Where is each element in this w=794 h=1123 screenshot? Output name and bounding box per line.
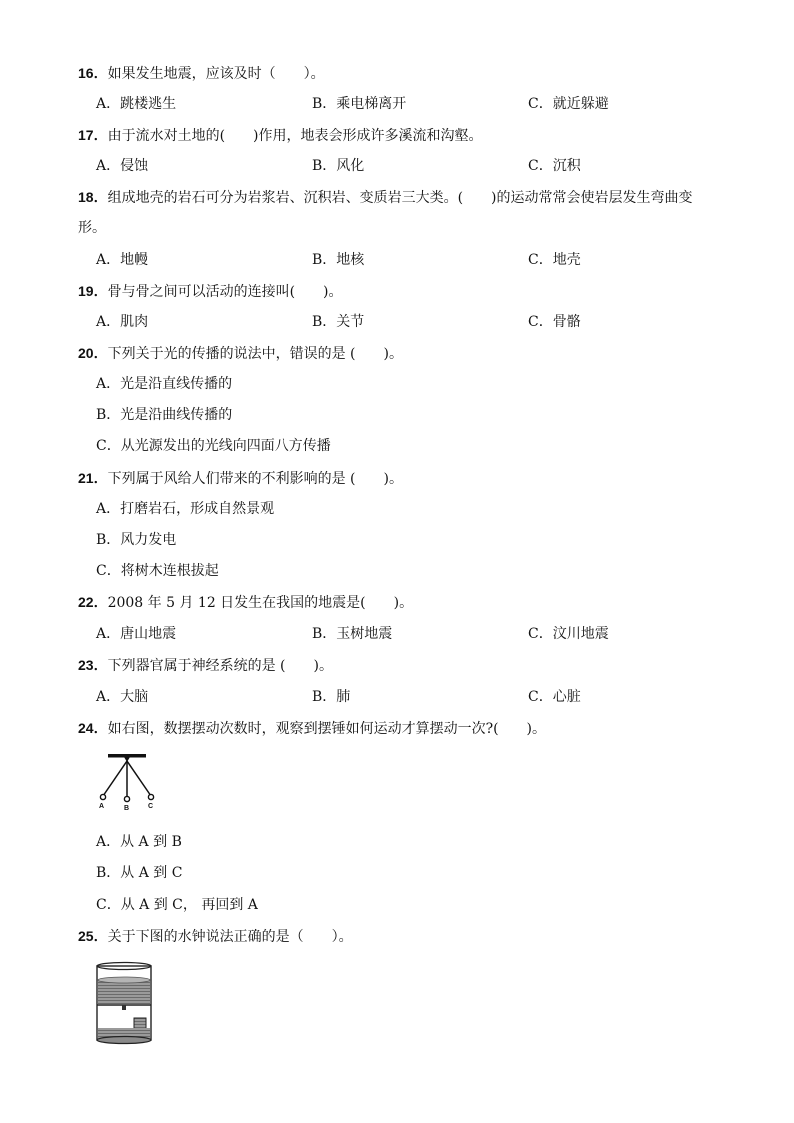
option-c[interactable]: C．从 A 到 C， 再回到 A — [96, 897, 258, 913]
option-c[interactable]: C．将树木连根拔起 — [96, 563, 219, 579]
upper-water — [98, 980, 150, 1004]
question-number: 21． — [78, 470, 108, 486]
question-text: 组成地壳的岩石可分为岩浆岩、沉积岩、变质岩三大类。( )的运动常常会使岩层发生弯曲变 — [107, 190, 693, 206]
option-c[interactable]: C．就近躲避 — [528, 96, 609, 112]
option-a[interactable]: A．大脑 — [96, 689, 149, 705]
option-c[interactable]: C．沉积 — [528, 158, 581, 174]
question-number: 20． — [78, 345, 108, 361]
option-a[interactable]: A．打磨岩石，形成自然景观 — [96, 501, 275, 517]
question-text: 下列属于风给人们带来的不利影响的是 ( )。 — [107, 471, 403, 487]
question-text: 如果发生地震，应该及时（ ）。 — [107, 66, 325, 82]
option-b[interactable]: B．乘电梯离开 — [312, 96, 407, 112]
option-b[interactable]: B．玉树地震 — [312, 626, 393, 642]
cylinder-bottom — [97, 1037, 151, 1044]
option-a[interactable]: A．肌肉 — [96, 314, 149, 330]
question-number: 25． — [78, 928, 108, 944]
pendulum-label-c: C — [148, 803, 154, 810]
question-16 — [78, 64, 325, 83]
question-21 — [78, 469, 403, 488]
drip-nozzle — [122, 1005, 126, 1010]
question-22 — [78, 593, 413, 612]
pendulum-figure — [92, 752, 164, 810]
option-c[interactable]: C．地壳 — [528, 252, 581, 268]
option-b[interactable]: B．地核 — [312, 252, 365, 268]
question-number: 17． — [78, 127, 108, 143]
option-c[interactable]: C．从光源发出的光线向四面八方传播 — [96, 438, 331, 454]
option-b[interactable]: B．从 A 到 C — [96, 865, 183, 881]
question-18 — [78, 188, 693, 207]
question-number: 22． — [78, 594, 108, 610]
option-c[interactable]: C．心脏 — [528, 689, 581, 705]
question-number: 23． — [78, 657, 108, 673]
question-number: 18． — [78, 189, 108, 205]
option-a[interactable]: A．光是沿直线传播的 — [96, 376, 233, 392]
option-a[interactable]: A．唐山地震 — [96, 626, 177, 642]
question-20 — [78, 344, 403, 363]
question-text: 2008 年 5 月 12 日发生在我国的地震是( )。 — [107, 595, 414, 611]
pendulum-string-c — [127, 761, 151, 796]
question-text: 如右图，数摆摆动次数时，观察到摆锤如何运动才算摆动一次?( )。 — [107, 721, 547, 737]
pendulum-bob-c — [148, 794, 153, 799]
pendulum-bob-b — [124, 796, 129, 801]
question-text: 下列器官属于神经系统的是 ( )。 — [107, 658, 333, 674]
question-17 — [78, 126, 483, 145]
question-number: 16． — [78, 65, 108, 81]
question-text: 由于流水对土地的( )作用，地表会形成许多溪流和沟壑。 — [107, 128, 483, 144]
question-24 — [78, 719, 546, 738]
option-a[interactable]: A．地幔 — [96, 252, 149, 268]
question-number: 19． — [78, 283, 108, 299]
question-text: 关于下图的水钟说法正确的是（ ）。 — [107, 929, 353, 945]
option-b[interactable]: B．光是沿曲线传播的 — [96, 407, 233, 423]
option-c[interactable]: C．骨骼 — [528, 314, 581, 330]
upper-water-surface — [98, 977, 150, 983]
option-b[interactable]: B．肺 — [312, 689, 351, 705]
pendulum-bob-a — [100, 794, 105, 799]
option-a[interactable]: A．从 A 到 B — [96, 834, 182, 850]
pendulum-label-a: A — [99, 803, 105, 810]
pendulum-string-a — [103, 761, 127, 796]
option-b[interactable]: B．风力发电 — [96, 532, 177, 548]
option-b[interactable]: B．关节 — [312, 314, 365, 330]
question-18-continuation: 形。 — [78, 220, 106, 236]
water-clock-figure — [94, 960, 158, 1046]
question-number: 24． — [78, 720, 108, 736]
question-text: 下列关于光的传播的说法中，错误的是 ( )。 — [107, 346, 403, 362]
question-23 — [78, 656, 333, 675]
option-c[interactable]: C．汶川地震 — [528, 626, 609, 642]
question-text: 骨与骨之间可以活动的连接叫( )。 — [107, 284, 343, 300]
pendulum-label-b: B — [124, 805, 130, 810]
pendulum-support — [108, 754, 146, 758]
option-a[interactable]: A．侵蚀 — [96, 158, 149, 174]
question-25 — [78, 927, 353, 946]
option-a[interactable]: A．跳楼逃生 — [96, 96, 177, 112]
option-b[interactable]: B．风化 — [312, 158, 365, 174]
question-19 — [78, 282, 343, 301]
